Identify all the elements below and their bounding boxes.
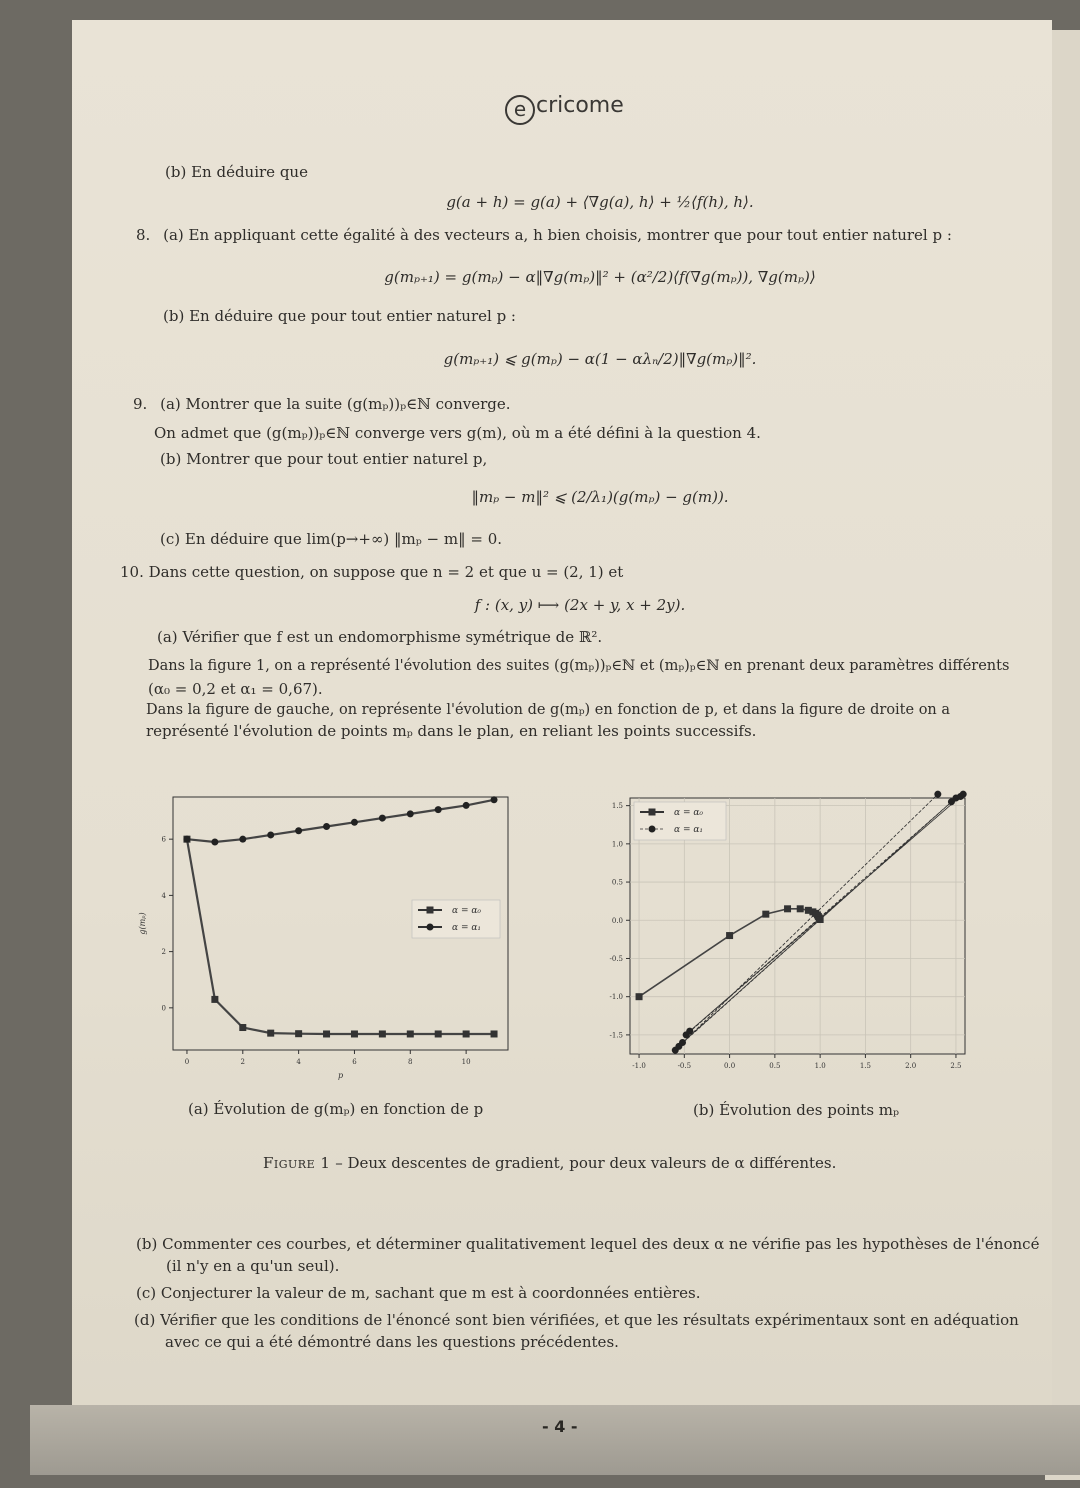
x-tick-label-1: 2 xyxy=(240,1058,246,1066)
q10b-line1 xyxy=(136,1235,1039,1253)
q9b-line xyxy=(160,450,487,468)
q7b-text: En déduire que xyxy=(191,163,308,181)
q10c-text: Conjecturer la valeur de m, sachant que m est à coordonnées entières. xyxy=(160,1284,701,1302)
q9-admit: On admet que (g(mₚ))ₚ∈ℕ converge vers g(m), où m a été défini à la question 4. xyxy=(154,424,761,442)
q9c-text: En déduire que lim(p→+∞) ‖mₚ − m‖ = 0. xyxy=(184,530,503,548)
series-0-point-1 xyxy=(211,996,218,1003)
q10b-label: (b) xyxy=(136,1235,158,1253)
x-axis-label: p xyxy=(337,1071,344,1080)
series-1-point-1 xyxy=(211,838,218,845)
series-0-point-0 xyxy=(636,993,643,1000)
x-tick-label-4: 8 xyxy=(408,1058,413,1066)
x-tick-label-0: -1.0 xyxy=(632,1062,646,1070)
q9b-text: Montrer que pour tout entier naturel p, xyxy=(186,450,488,468)
y-tick-label-4: 0.5 xyxy=(611,878,623,887)
series-0-point-6 xyxy=(351,1030,358,1037)
q9-number: 9. xyxy=(133,395,148,413)
x-tick-label-4: 1.0 xyxy=(814,1062,826,1070)
legend-label-0: α = α₀ xyxy=(674,808,704,818)
x-tick-label-5: 10 xyxy=(461,1058,471,1066)
series-1-point-3 xyxy=(267,831,274,838)
q10c-line xyxy=(136,1284,701,1302)
q9b-label: (b) xyxy=(160,450,182,468)
series-1-point-9 xyxy=(435,806,442,813)
series-0-point-10 xyxy=(463,1030,470,1037)
series-1-point-4 xyxy=(295,827,302,834)
series-1-point-0 xyxy=(183,836,190,843)
q7b-label: (b) xyxy=(165,163,187,181)
figure-b-chart xyxy=(585,790,975,1080)
y-tick-label-0: -1.5 xyxy=(609,1031,623,1040)
series-1-point-11 xyxy=(491,796,498,803)
y-tick-label-3: 6 xyxy=(161,835,166,844)
q10-intro: Dans cette question, on suppose que n = 2 et que u = (2, 1) et xyxy=(148,563,624,581)
legend-marker-1 xyxy=(427,924,434,931)
q7b-equation: g(a + h) = g(a) + ⟨∇g(a), h⟩ + ½⟨f(h), h⟩. xyxy=(446,193,754,211)
q10-para2-line2: représenté l'évolution de points mₚ dans le plan, en reliant les points successifs. xyxy=(146,722,757,740)
y-tick-label-1: 2 xyxy=(161,948,166,957)
y-tick-label-6: 1.5 xyxy=(611,802,623,811)
series-0-point-2 xyxy=(762,911,769,918)
x-tick-label-7: 2.5 xyxy=(950,1062,962,1070)
q10a-line xyxy=(157,628,602,646)
figure-1-caption xyxy=(263,1154,836,1172)
logo-text: cricome xyxy=(536,93,624,118)
q10-equation: f : (x, y) ⟼ (2x + y, x + 2y). xyxy=(474,596,686,614)
y-axis-label: g(mₚ) xyxy=(138,912,147,935)
series-0-point-4 xyxy=(797,905,804,912)
series-1-point-1 xyxy=(934,791,941,798)
series-1-point-8 xyxy=(686,1028,693,1035)
y-tick-label-2: -0.5 xyxy=(609,954,623,963)
series-0-point-4 xyxy=(295,1030,302,1037)
y-tick-label-5: 1.0 xyxy=(611,840,623,849)
x-tick-label-6: 2.0 xyxy=(905,1062,917,1070)
q10d-text: Vérifier que les conditions de l'énoncé sont bien vérifiées, et que les résultats expérimentaux sont en adéquation xyxy=(160,1311,1019,1329)
figure-a-caption: (a) Évolution de g(mₚ) en fonction de p xyxy=(188,1100,484,1118)
x-tick-label-1: -0.5 xyxy=(677,1062,692,1070)
q8a-equation: g(mₚ₊₁) = g(mₚ) − α‖∇g(mₚ)‖² + (α²/2)⟨f(∇g(mₚ)), ∇g(mₚ)⟩ xyxy=(384,268,816,286)
q9a-line xyxy=(133,395,511,413)
series-0-point-3 xyxy=(784,905,791,912)
series-1-line xyxy=(187,800,494,842)
series-0-point-9 xyxy=(435,1030,442,1037)
series-0-point-8 xyxy=(407,1030,414,1037)
figure-1-label: Figure 1 xyxy=(263,1154,331,1172)
x-tick-label-2: 0.0 xyxy=(724,1062,736,1070)
q9c-label: (c) xyxy=(160,530,181,548)
legend-marker-0 xyxy=(649,809,656,816)
page-number: - 4 - xyxy=(542,1417,578,1436)
q10b-line2: (il n'y en a qu'un seul). xyxy=(166,1257,340,1275)
q10a-text: Vérifier que f est un endomorphisme symétrique de ℝ². xyxy=(182,628,603,646)
series-1-point-9 xyxy=(960,791,967,798)
q9a-label: (a) xyxy=(160,395,181,413)
q10a-label: (a) xyxy=(157,628,178,646)
series-0-point-1 xyxy=(726,932,733,939)
q10b-text: Commenter ces courbes, et déterminer qualitativement lequel des deux α ne vérifie pas les hypothèses de l'énoncé xyxy=(162,1235,1040,1253)
series-0-point-2 xyxy=(239,1024,246,1031)
legend-marker-1 xyxy=(649,826,656,833)
x-tick-label-2: 4 xyxy=(296,1058,301,1066)
q10-para2-line1: Dans la figure de gauche, on représente l'évolution de g(mₚ) en fonction de p, et dans la figure de droite on a xyxy=(146,702,951,718)
series-0-point-11 xyxy=(491,1030,498,1037)
q8b-equation: g(mₚ₊₁) ⩽ g(mₚ) − α(1 − αλₙ/2)‖∇g(mₚ)‖². xyxy=(443,350,757,368)
logo-mark: e xyxy=(505,95,535,125)
series-0-point-3 xyxy=(267,1030,274,1037)
q8b-text: En déduire que pour tout entier naturel p : xyxy=(189,307,516,325)
series-1-point-10 xyxy=(463,802,470,809)
series-0-point-7 xyxy=(379,1030,386,1037)
q8a-line xyxy=(136,226,952,244)
legend-marker-0 xyxy=(427,907,434,914)
q10-number: 10. xyxy=(120,563,144,581)
series-1-point-2 xyxy=(239,836,246,843)
series-1-point-6 xyxy=(351,819,358,826)
series-1-point-8 xyxy=(407,810,414,817)
q10c-label: (c) xyxy=(136,1284,157,1302)
q7b-line xyxy=(165,163,308,181)
figure-b-caption: (b) Évolution des points mₚ xyxy=(693,1101,900,1119)
series-1-point-5 xyxy=(323,823,330,830)
series-0-point-5 xyxy=(323,1030,330,1037)
q10d-line2: avec ce qui a été démontré dans les questions précédentes. xyxy=(165,1333,619,1351)
q8a-text: En appliquant cette égalité à des vecteurs a, h bien choisis, montrer que pour tout entier naturel p : xyxy=(188,226,952,244)
x-tick-label-3: 6 xyxy=(352,1058,357,1066)
y-tick-label-1: -1.0 xyxy=(609,993,623,1002)
q8a-label: (a) xyxy=(163,226,184,244)
page-bottom-shadow xyxy=(30,1405,1080,1475)
q8-number: 8. xyxy=(136,226,151,244)
q8b-line xyxy=(163,307,516,325)
x-tick-label-5: 1.5 xyxy=(859,1062,871,1070)
series-1-point-7 xyxy=(379,815,386,822)
q8b-label: (b) xyxy=(163,307,185,325)
x-tick-label-3: 0.5 xyxy=(769,1062,781,1070)
y-tick-label-2: 4 xyxy=(161,891,166,900)
q10d-label: (d) xyxy=(134,1311,156,1329)
legend-label-0: α = α₀ xyxy=(452,906,482,916)
q9a-text: Montrer que la suite (g(mₚ))ₚ∈ℕ converge. xyxy=(185,395,511,413)
q9b-equation: ‖mₚ − m‖² ⩽ (2/λ₁)(g(mₚ) − g(m)). xyxy=(471,488,729,506)
q10-intro-line xyxy=(120,563,623,581)
q10-para1-line1: Dans la figure 1, on a représenté l'évolution des suites (g(mₚ))ₚ∈ℕ et (mₚ)ₚ∈ℕ en prenant deux paramètres différents xyxy=(148,658,1010,674)
x-tick-label-0: 0 xyxy=(184,1058,190,1066)
q10-para1-line2: (α₀ = 0,2 et α₁ = 0,67). xyxy=(148,680,323,698)
figure-1-text: – Deux descentes de gradient, pour deux valeurs de α différentes. xyxy=(330,1154,837,1172)
q10d-line1 xyxy=(134,1311,1019,1329)
series-1-point-4 xyxy=(679,1039,686,1046)
legend-label-1: α = α₁ xyxy=(674,825,704,835)
y-tick-label-0: 0 xyxy=(161,1004,166,1013)
legend-label-1: α = α₁ xyxy=(452,923,482,933)
ecricome-logo xyxy=(505,93,624,125)
figure-a-chart xyxy=(130,785,520,1085)
q9c-line xyxy=(160,530,502,548)
y-tick-label-3: 0.0 xyxy=(611,916,623,925)
